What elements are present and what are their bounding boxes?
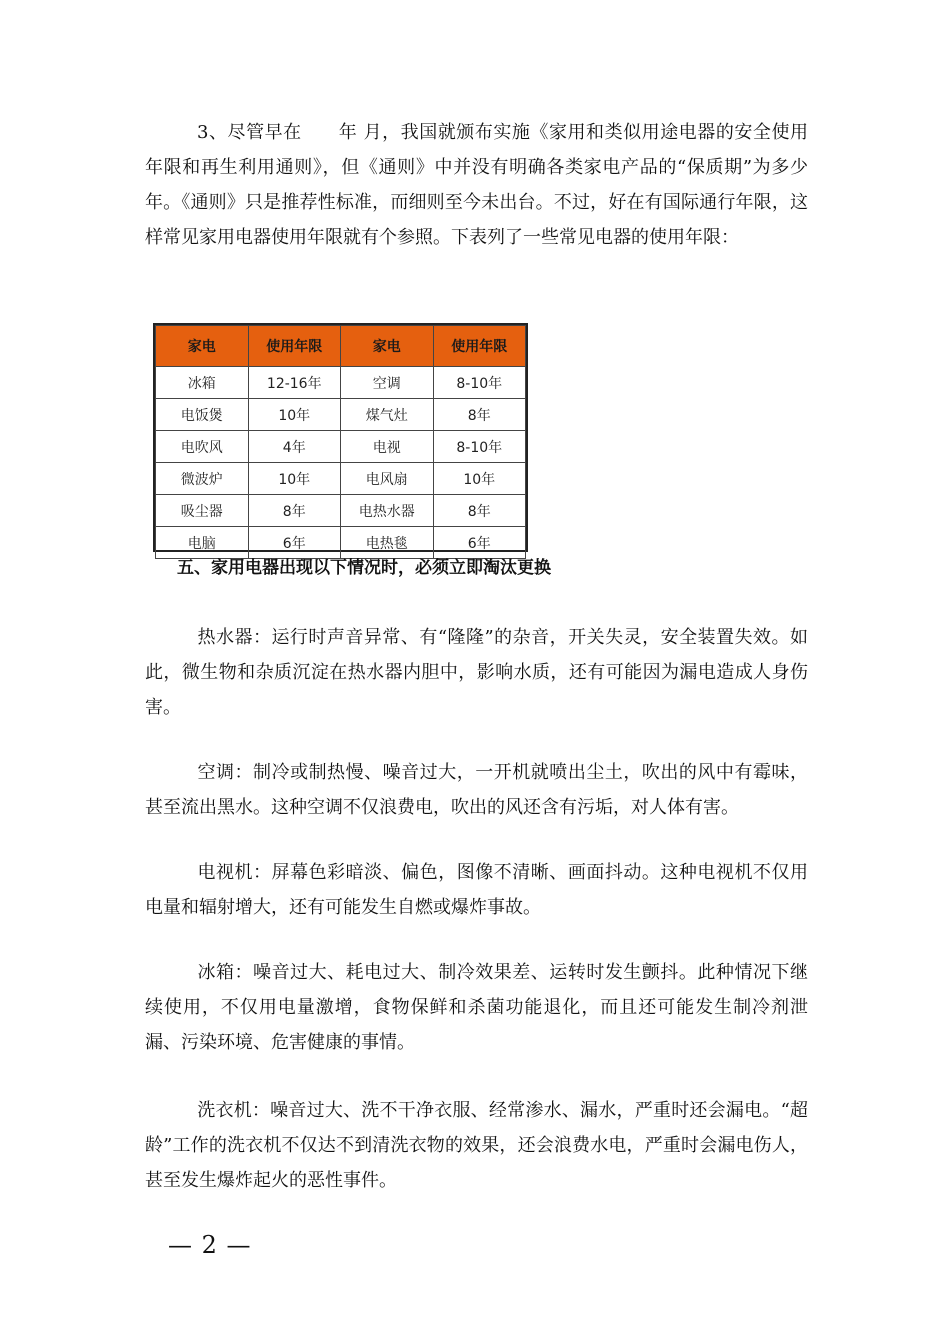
table-cell: 6年 [433, 527, 526, 559]
table-cell: 4年 [248, 431, 341, 463]
header-lifespan-1: 使用年限 [248, 326, 341, 367]
header-lifespan-2: 使用年限 [433, 326, 526, 367]
intro-text: 3、尽管早在 年 月，我国就颁布实施《家用和类似用途电器的安全使用年限和再生利用通则》，但《通则》中并没有明确各类家电产品的“保质期”为多少年。《通则》只是推荐性标准，而细则至今未出台。不过，好在有国际通行年限，这样常见家用电器使用年限就有个参照。下表列了一些常见电器的使用年限： [145, 122, 808, 248]
intro-paragraph [145, 115, 808, 255]
table-cell: 吸尘器 [156, 495, 249, 527]
table-row [156, 367, 526, 399]
table-cell: 电吹风 [156, 431, 249, 463]
page-number: — 2 — [168, 1231, 252, 1259]
table-cell: 电热毯 [341, 527, 434, 559]
header-appliance-1: 家电 [156, 326, 249, 367]
table-cell: 8年 [433, 399, 526, 431]
table-cell: 8-10年 [433, 431, 526, 463]
table-cell: 10年 [433, 463, 526, 495]
lifespan-table [155, 325, 526, 559]
table-cell: 8年 [248, 495, 341, 527]
table-row [156, 399, 526, 431]
refrigerator-text: 冰箱：噪音过大、耗电过大、制冷效果差、运转时发生颤抖。此种情况下继续使用，不仅用电量激增，食物保鲜和杀菌功能退化，而且还可能发生制冷剂泄漏、污染环境、危害健康的事情。 [145, 962, 808, 1053]
water-heater-paragraph [145, 620, 808, 725]
section-heading: 五、家用电器出现以下情况时，必须立即淘汰更换 [177, 558, 551, 578]
table-cell: 10年 [248, 463, 341, 495]
washing-machine-paragraph [145, 1093, 808, 1198]
table-cell: 10年 [248, 399, 341, 431]
table-cell: 6年 [248, 527, 341, 559]
table-cell: 煤气灶 [341, 399, 434, 431]
table-row [156, 495, 526, 527]
table-cell: 微波炉 [156, 463, 249, 495]
table-header-row [156, 326, 526, 367]
table-row [156, 463, 526, 495]
table-cell: 电脑 [156, 527, 249, 559]
water-heater-text: 热水器：运行时声音异常、有“隆隆”的杂音，开关失灵，安全装置失效。如此，微生物和杂质沉淀在热水器内胆中，影响水质，还有可能因为漏电造成人身伤害。 [145, 627, 808, 718]
table-cell: 电热水器 [341, 495, 434, 527]
air-conditioner-paragraph [145, 755, 808, 825]
washing-machine-text: 洗衣机：噪音过大、洗不干净衣服、经常渗水、漏水，严重时还会漏电。“超龄”工作的洗衣机不仅达不到清洗衣物的效果，还会浪费水电，严重时会漏电伤人，甚至发生爆炸起火的恶性事件。 [145, 1100, 808, 1191]
table-row [156, 431, 526, 463]
table-cell: 8-10年 [433, 367, 526, 399]
air-conditioner-text: 空调：制冷或制热慢、噪音过大，一开机就喷出尘土，吹出的风中有霉味，甚至流出黑水。这种空调不仅浪费电，吹出的风还含有污垢，对人体有害。 [145, 762, 808, 818]
lifespan-table-frame [153, 323, 528, 552]
refrigerator-paragraph [145, 955, 808, 1060]
table-cell: 8年 [433, 495, 526, 527]
table-cell: 电视 [341, 431, 434, 463]
table-cell: 冰箱 [156, 367, 249, 399]
table-cell: 空调 [341, 367, 434, 399]
television-paragraph [145, 855, 808, 925]
table-cell: 电风扇 [341, 463, 434, 495]
header-appliance-2: 家电 [341, 326, 434, 367]
television-text: 电视机：屏幕色彩暗淡、偏色，图像不清晰、画面抖动。这种电视机不仅用电量和辐射增大，还有可能发生自燃或爆炸事故。 [145, 862, 808, 918]
table-cell: 电饭煲 [156, 399, 249, 431]
table-cell: 12-16年 [248, 367, 341, 399]
